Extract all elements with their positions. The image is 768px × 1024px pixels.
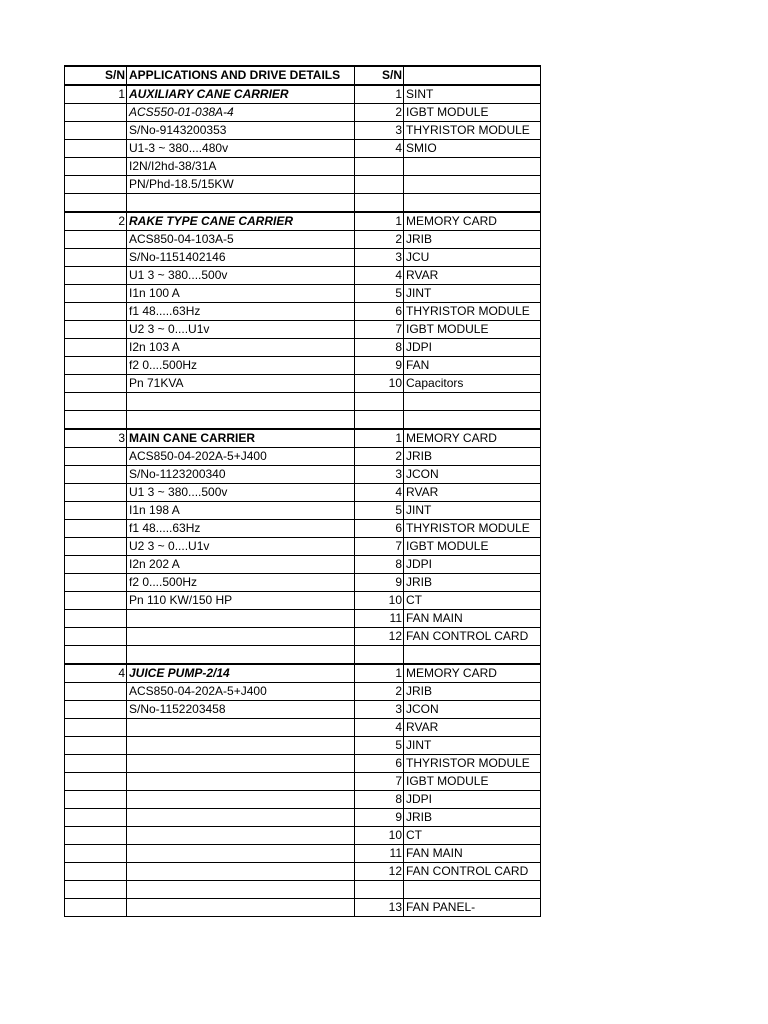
table-row — [65, 375, 541, 393]
row-part-sn-cell: 3 — [355, 701, 404, 719]
table-row — [65, 303, 541, 321]
row-part-cell: JDPI — [404, 791, 541, 809]
row-part-cell: MEMORY CARD — [404, 664, 541, 683]
row-part-sn-cell: 5 — [355, 502, 404, 520]
header-sn-2: S/N — [355, 66, 404, 85]
row-detail-cell — [127, 863, 355, 881]
row-detail-cell: S/No-1123200340 — [127, 466, 355, 484]
row-part-sn-cell: 7 — [355, 773, 404, 791]
row-part-cell: JDPI — [404, 556, 541, 574]
row-detail-cell: MAIN CANE CARRIER — [127, 429, 355, 448]
row-part-sn-cell: 9 — [355, 809, 404, 827]
row-part-cell — [404, 646, 541, 665]
row-detail-cell: U1 3 ~ 380....500v — [127, 267, 355, 285]
row-part-sn-cell: 4 — [355, 719, 404, 737]
row-part-cell: THYRISTOR MODULE — [404, 303, 541, 321]
row-part-sn-cell: 13 — [355, 899, 404, 917]
row-part-sn-cell: 9 — [355, 357, 404, 375]
row-detail-cell — [127, 755, 355, 773]
table-row — [65, 194, 541, 213]
table-row — [65, 466, 541, 484]
row-sn-cell — [65, 484, 127, 502]
row-sn-cell — [65, 502, 127, 520]
table-row — [65, 773, 541, 791]
row-part-cell: JINT — [404, 737, 541, 755]
header-sn: S/N — [65, 66, 127, 85]
row-sn-cell — [65, 393, 127, 411]
row-detail-cell: f1 48.....63Hz — [127, 303, 355, 321]
row-part-sn-cell: 5 — [355, 285, 404, 303]
row-sn-cell — [65, 556, 127, 574]
row-part-cell: IGBT MODULE — [404, 321, 541, 339]
row-part-sn-cell — [355, 158, 404, 176]
row-sn-cell — [65, 104, 127, 122]
row-sn-cell — [65, 592, 127, 610]
row-part-cell: JRIB — [404, 683, 541, 701]
row-detail-cell: S/No-9143200353 — [127, 122, 355, 140]
row-detail-cell — [127, 845, 355, 863]
drive-details-table — [64, 65, 541, 917]
row-part-cell: SMIO — [404, 140, 541, 158]
row-sn-cell: 2 — [65, 212, 127, 231]
row-sn-cell: 1 — [65, 85, 127, 104]
row-part-sn-cell: 2 — [355, 448, 404, 466]
row-detail-cell — [127, 899, 355, 917]
row-sn-cell — [65, 719, 127, 737]
row-detail-cell: ACS850-04-202A-5+J400 — [127, 683, 355, 701]
table-row — [65, 176, 541, 194]
row-sn-cell — [65, 140, 127, 158]
row-sn-cell — [65, 845, 127, 863]
row-part-sn-cell: 8 — [355, 556, 404, 574]
table-row — [65, 285, 541, 303]
row-part-cell: JDPI — [404, 339, 541, 357]
row-part-sn-cell: 4 — [355, 267, 404, 285]
row-detail-cell: JUICE PUMP-2/14 — [127, 664, 355, 683]
row-part-sn-cell: 3 — [355, 122, 404, 140]
row-sn-cell — [65, 737, 127, 755]
table-row — [65, 484, 541, 502]
row-part-sn-cell — [355, 646, 404, 665]
row-detail-cell — [127, 791, 355, 809]
table-row — [65, 845, 541, 863]
row-detail-cell — [127, 773, 355, 791]
row-detail-cell: Pn 110 KW/150 HP — [127, 592, 355, 610]
table-row — [65, 899, 541, 917]
row-sn-cell: 4 — [65, 664, 127, 683]
row-sn-cell — [65, 863, 127, 881]
row-part-sn-cell: 5 — [355, 737, 404, 755]
row-sn-cell — [65, 249, 127, 267]
row-detail-cell — [127, 809, 355, 827]
table-row — [65, 863, 541, 881]
row-part-sn-cell: 6 — [355, 303, 404, 321]
row-part-sn-cell: 9 — [355, 574, 404, 592]
row-sn-cell — [65, 339, 127, 357]
row-part-cell: RVAR — [404, 484, 541, 502]
row-detail-cell: AUXILIARY CANE CARRIER — [127, 85, 355, 104]
row-sn-cell — [65, 773, 127, 791]
row-detail-cell: f1 48.....63Hz — [127, 520, 355, 538]
row-part-sn-cell: 10 — [355, 592, 404, 610]
row-part-sn-cell: 10 — [355, 375, 404, 393]
table-row — [65, 267, 541, 285]
row-part-cell — [404, 158, 541, 176]
table-row — [65, 502, 541, 520]
row-part-cell: FAN — [404, 357, 541, 375]
row-part-cell — [404, 411, 541, 430]
row-sn-cell — [65, 285, 127, 303]
row-part-sn-cell — [355, 176, 404, 194]
table-row — [65, 701, 541, 719]
row-sn-cell — [65, 122, 127, 140]
row-sn-cell: 3 — [65, 429, 127, 448]
row-detail-cell: f2 0....500Hz — [127, 574, 355, 592]
row-sn-cell — [65, 231, 127, 249]
row-part-sn-cell: 3 — [355, 466, 404, 484]
row-part-sn-cell: 8 — [355, 339, 404, 357]
row-sn-cell — [65, 267, 127, 285]
row-sn-cell — [65, 303, 127, 321]
row-detail-cell — [127, 610, 355, 628]
row-part-sn-cell: 11 — [355, 845, 404, 863]
row-sn-cell — [65, 628, 127, 646]
header-row — [65, 66, 541, 85]
row-part-sn-cell — [355, 411, 404, 430]
table-row — [65, 393, 541, 411]
row-detail-cell — [127, 194, 355, 213]
row-sn-cell — [65, 466, 127, 484]
row-detail-cell: ACS550-01-038A-4 — [127, 104, 355, 122]
table-row — [65, 520, 541, 538]
row-part-sn-cell — [355, 393, 404, 411]
header-details: APPLICATIONS AND DRIVE DETAILS — [127, 66, 355, 85]
row-sn-cell — [65, 176, 127, 194]
table-row — [65, 140, 541, 158]
table-row — [65, 538, 541, 556]
row-sn-cell — [65, 683, 127, 701]
row-detail-cell: U2 3 ~ 0....U1v — [127, 321, 355, 339]
row-part-cell: FAN PANEL- — [404, 899, 541, 917]
row-part-cell: FAN MAIN — [404, 610, 541, 628]
row-detail-cell — [127, 646, 355, 665]
row-part-cell: THYRISTOR MODULE — [404, 755, 541, 773]
row-sn-cell — [65, 411, 127, 430]
row-detail-cell — [127, 719, 355, 737]
row-part-sn-cell: 11 — [355, 610, 404, 628]
row-part-sn-cell: 1 — [355, 429, 404, 448]
row-sn-cell — [65, 375, 127, 393]
row-detail-cell: Pn 71KVA — [127, 375, 355, 393]
row-detail-cell: PN/Phd-18.5/15KW — [127, 176, 355, 194]
row-sn-cell — [65, 321, 127, 339]
row-part-cell: JRIB — [404, 231, 541, 249]
row-part-cell — [404, 194, 541, 213]
row-part-cell: JINT — [404, 285, 541, 303]
table-row — [65, 448, 541, 466]
row-part-cell: FAN CONTROL CARD — [404, 863, 541, 881]
row-part-cell: IGBT MODULE — [404, 538, 541, 556]
table-row — [65, 683, 541, 701]
row-detail-cell: I2N/I2hd-38/31A — [127, 158, 355, 176]
table-row — [65, 158, 541, 176]
row-part-sn-cell: 7 — [355, 538, 404, 556]
row-part-cell — [404, 176, 541, 194]
row-sn-cell — [65, 701, 127, 719]
row-part-sn-cell: 6 — [355, 520, 404, 538]
table-row — [65, 881, 541, 899]
row-sn-cell — [65, 881, 127, 899]
table-row — [65, 574, 541, 592]
row-part-cell: MEMORY CARD — [404, 429, 541, 448]
row-part-cell — [404, 393, 541, 411]
row-part-cell: CT — [404, 827, 541, 845]
table-row — [65, 646, 541, 665]
row-part-cell: SINT — [404, 85, 541, 104]
row-detail-cell: U1-3 ~ 380....480v — [127, 140, 355, 158]
row-part-cell: MEMORY CARD — [404, 212, 541, 231]
row-sn-cell — [65, 158, 127, 176]
row-part-sn-cell: 3 — [355, 249, 404, 267]
row-detail-cell: I1n 198 A — [127, 502, 355, 520]
table-row — [65, 321, 541, 339]
row-sn-cell — [65, 791, 127, 809]
row-part-sn-cell: 6 — [355, 755, 404, 773]
table-row — [65, 104, 541, 122]
row-part-cell: JRIB — [404, 448, 541, 466]
table-row — [65, 628, 541, 646]
row-part-cell: JCON — [404, 466, 541, 484]
table-row — [65, 556, 541, 574]
row-sn-cell — [65, 574, 127, 592]
row-part-cell: THYRISTOR MODULE — [404, 122, 541, 140]
table-row — [65, 85, 541, 104]
row-part-sn-cell: 4 — [355, 140, 404, 158]
row-detail-cell — [127, 628, 355, 646]
row-part-sn-cell: 4 — [355, 484, 404, 502]
row-part-cell: JINT — [404, 502, 541, 520]
row-part-cell: IGBT MODULE — [404, 104, 541, 122]
row-part-cell: JRIB — [404, 809, 541, 827]
row-part-sn-cell: 8 — [355, 791, 404, 809]
row-detail-cell: f2 0....500Hz — [127, 357, 355, 375]
row-detail-cell: S/No-1151402146 — [127, 249, 355, 267]
row-sn-cell — [65, 610, 127, 628]
row-detail-cell: S/No-1152203458 — [127, 701, 355, 719]
row-detail-cell: ACS850-04-103A-5 — [127, 231, 355, 249]
row-detail-cell: ACS850-04-202A-5+J400 — [127, 448, 355, 466]
row-sn-cell — [65, 520, 127, 538]
table-body — [65, 66, 541, 917]
table-row — [65, 664, 541, 683]
row-detail-cell: U1 3 ~ 380....500v — [127, 484, 355, 502]
row-detail-cell: RAKE TYPE CANE CARRIER — [127, 212, 355, 231]
row-part-sn-cell — [355, 194, 404, 213]
row-detail-cell — [127, 827, 355, 845]
row-part-sn-cell: 2 — [355, 104, 404, 122]
table-row — [65, 755, 541, 773]
row-part-cell: JCON — [404, 701, 541, 719]
row-sn-cell — [65, 899, 127, 917]
table-row — [65, 122, 541, 140]
row-detail-cell — [127, 411, 355, 430]
row-part-sn-cell: 12 — [355, 863, 404, 881]
row-part-sn-cell: 2 — [355, 231, 404, 249]
table-row — [65, 809, 541, 827]
row-part-cell: JCU — [404, 249, 541, 267]
row-part-cell: JRIB — [404, 574, 541, 592]
row-sn-cell — [65, 809, 127, 827]
row-sn-cell — [65, 538, 127, 556]
row-part-sn-cell: 7 — [355, 321, 404, 339]
table-row — [65, 791, 541, 809]
row-sn-cell — [65, 448, 127, 466]
row-part-cell: CT — [404, 592, 541, 610]
table-row — [65, 737, 541, 755]
table-row — [65, 339, 541, 357]
row-part-cell: Capacitors — [404, 375, 541, 393]
table-row — [65, 357, 541, 375]
table-row — [65, 212, 541, 231]
row-detail-cell: U2 3 ~ 0....U1v — [127, 538, 355, 556]
table-row — [65, 231, 541, 249]
table-row — [65, 411, 541, 430]
table-row — [65, 719, 541, 737]
row-part-cell — [404, 881, 541, 899]
row-detail-cell — [127, 881, 355, 899]
row-part-sn-cell: 12 — [355, 628, 404, 646]
row-part-cell: THYRISTOR MODULE — [404, 520, 541, 538]
row-detail-cell — [127, 737, 355, 755]
row-detail-cell: I2n 202 A — [127, 556, 355, 574]
row-sn-cell — [65, 357, 127, 375]
row-detail-cell: I1n 100 A — [127, 285, 355, 303]
table-row — [65, 610, 541, 628]
row-part-cell: RVAR — [404, 719, 541, 737]
row-part-sn-cell: 2 — [355, 683, 404, 701]
row-part-sn-cell: 1 — [355, 212, 404, 231]
table-row — [65, 429, 541, 448]
row-part-sn-cell: 10 — [355, 827, 404, 845]
row-sn-cell — [65, 646, 127, 665]
row-part-cell: FAN MAIN — [404, 845, 541, 863]
table-row — [65, 592, 541, 610]
row-detail-cell — [127, 393, 355, 411]
table-row — [65, 249, 541, 267]
row-part-cell: FAN CONTROL CARD — [404, 628, 541, 646]
row-sn-cell — [65, 755, 127, 773]
row-sn-cell — [65, 194, 127, 213]
row-part-sn-cell: 1 — [355, 664, 404, 683]
row-part-cell: IGBT MODULE — [404, 773, 541, 791]
row-sn-cell — [65, 827, 127, 845]
row-part-sn-cell — [355, 881, 404, 899]
header-parts — [404, 66, 541, 85]
table-row — [65, 827, 541, 845]
row-detail-cell: I2n 103 A — [127, 339, 355, 357]
row-part-sn-cell: 1 — [355, 85, 404, 104]
row-part-cell: RVAR — [404, 267, 541, 285]
